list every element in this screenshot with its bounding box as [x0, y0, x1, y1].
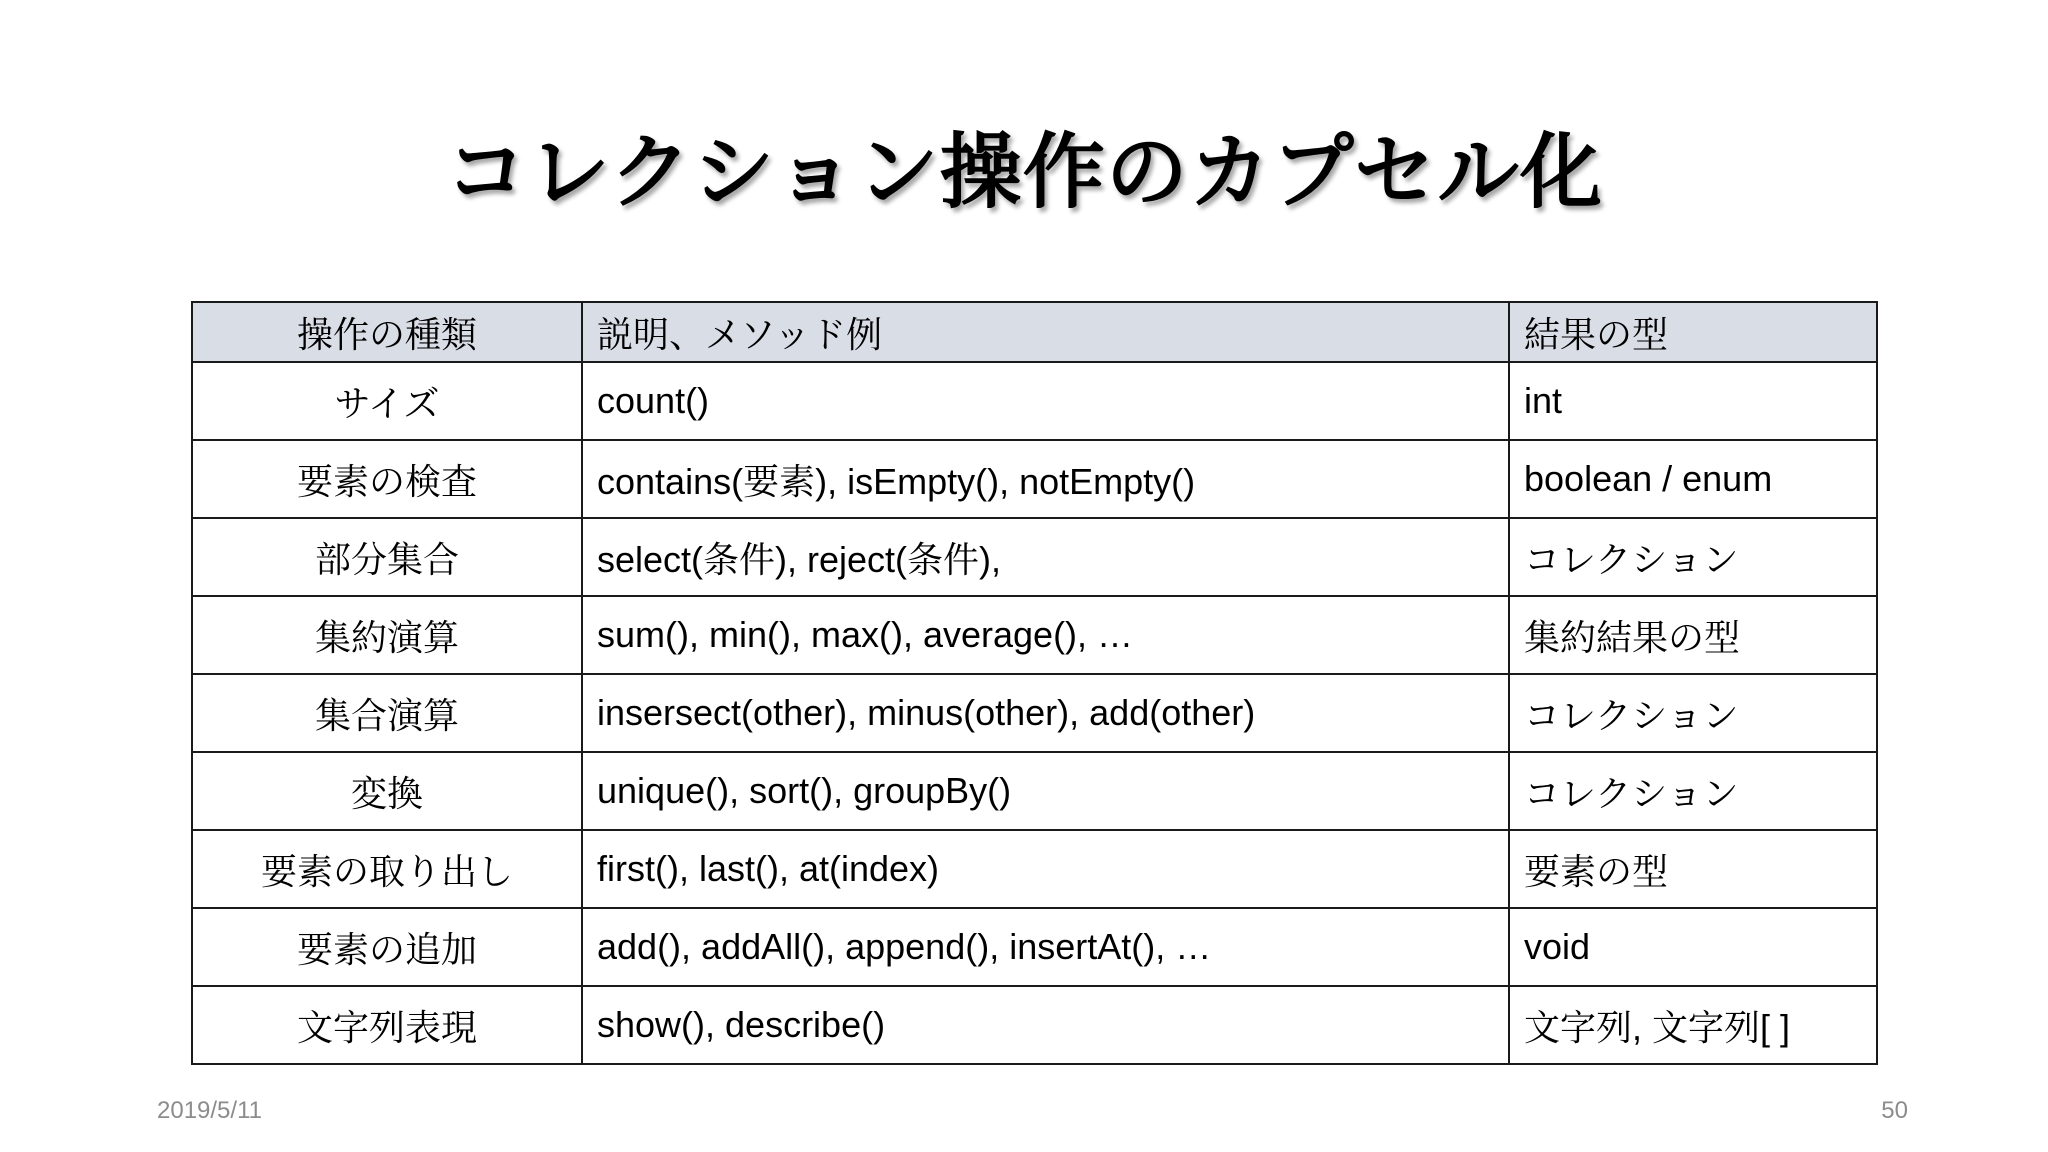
cell-operation-kind: 集合演算 — [192, 674, 582, 752]
cell-result-type: 要素の型 — [1509, 830, 1877, 908]
header-description: 説明、メソッド例 — [582, 302, 1509, 362]
operations-table — [191, 301, 1878, 1065]
cell-description: insersect(other), minus(other), add(other) — [582, 674, 1509, 752]
cell-result-type: コレクション — [1509, 518, 1877, 596]
cell-operation-kind: サイズ — [192, 362, 582, 440]
cell-description: first(), last(), at(index) — [582, 830, 1509, 908]
cell-result-type: コレクション — [1509, 674, 1877, 752]
table-row — [192, 752, 1877, 830]
cell-operation-kind: 要素の取り出し — [192, 830, 582, 908]
cell-operation-kind: 部分集合 — [192, 518, 582, 596]
cell-operation-kind: 要素の検査 — [192, 440, 582, 518]
cell-description: count() — [582, 362, 1509, 440]
table-header-row — [192, 302, 1877, 362]
slide-title: コレクション操作のカプセル化 — [445, 125, 1603, 220]
cell-operation-kind: 変換 — [192, 752, 582, 830]
operations-table-container — [191, 301, 1876, 1065]
cell-result-type: boolean / enum — [1509, 440, 1877, 518]
table-row — [192, 440, 1877, 518]
table-row — [192, 518, 1877, 596]
cell-result-type: 文字列, 文字列[ ] — [1509, 986, 1877, 1064]
cell-description: add(), addAll(), append(), insertAt(), … — [582, 908, 1509, 986]
footer-date: 2019/5/11 — [157, 1097, 262, 1124]
table-row — [192, 830, 1877, 908]
header-result-type: 結果の型 — [1509, 302, 1877, 362]
table-row — [192, 362, 1877, 440]
cell-description: unique(), sort(), groupBy() — [582, 752, 1509, 830]
cell-result-type: コレクション — [1509, 752, 1877, 830]
table-row — [192, 674, 1877, 752]
table-row — [192, 596, 1877, 674]
cell-operation-kind: 集約演算 — [192, 596, 582, 674]
cell-result-type: void — [1509, 908, 1877, 986]
table-row — [192, 986, 1877, 1064]
table-row — [192, 908, 1877, 986]
cell-description: show(), describe() — [582, 986, 1509, 1064]
header-operation-kind: 操作の種類 — [192, 302, 582, 362]
cell-description: contains(要素), isEmpty(), notEmpty() — [582, 440, 1509, 518]
cell-operation-kind: 文字列表現 — [192, 986, 582, 1064]
cell-description: select(条件), reject(条件), — [582, 518, 1509, 596]
cell-result-type: int — [1509, 362, 1877, 440]
cell-description: sum(), min(), max(), average(), … — [582, 596, 1509, 674]
cell-result-type: 集約結果の型 — [1509, 596, 1877, 674]
slide-page-number: 50 — [1881, 1097, 1908, 1124]
cell-operation-kind: 要素の追加 — [192, 908, 582, 986]
